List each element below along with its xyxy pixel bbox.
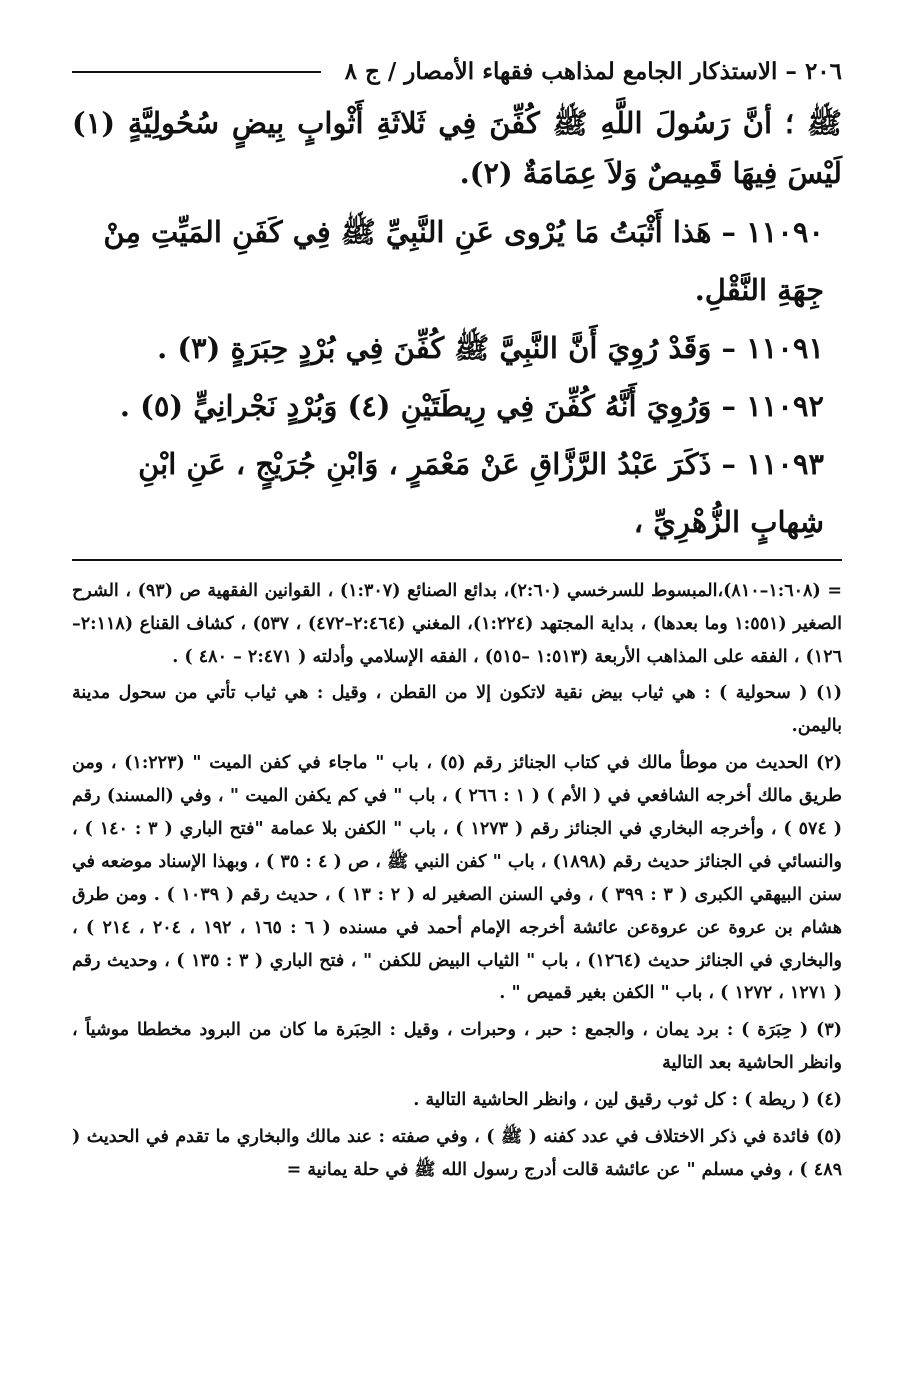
footnote-3: (٣) ( حِبَرَة ) : برد يمان ، والجمع : حبر ، وحبرات ، وقيل : الحِبَرة ما كان من البرود مخططا موشياً ، وانظر الحاشية بعد التالية — [72, 1020, 842, 1074]
footnote-4: (٤) ( ريطة ) : كل ثوب رقيق لين ، وانظر الحاشية التالية . — [413, 1090, 842, 1111]
footnote-5: (٥) فائدة في ذكر الاختلاف في عدد كفنه ( ﷺ ) ، وفي صفته : عند مالك والبخاري ما تقدم في الحديث ( ٤٨٩ ) ، وفي مسلم " عن عائشة قالت أدرج رسول الله ﷺ في حلة يمانية = — [72, 1127, 842, 1180]
header-rule — [72, 71, 321, 73]
footnote-1: (١) ( سحولية ) : هي ثياب بيض نقية لاتكون إلا من القطن ، وقيل : هي ثياب تأتي من سحول مدينة باليمن. — [72, 683, 842, 737]
numbered-paragraph-11091: ١١٠٩١ – وَقَدْ رُوِيَ أَنَّ النَّبِيَّ ﷺ كُفِّنَ فِي بُرْدٍ حِبَرَةٍ (٣) . — [157, 330, 824, 365]
footnote-separator — [72, 559, 842, 561]
running-header — [72, 58, 842, 85]
numbered-paragraph-11092: ١١٠٩٢ – وَرُوِيَ أَنَّهُ كُفِّنَ فِي رِيطَتَيْنِ (٤) وَبُرْدٍ نَجْرانِيٍّ (٥) . — [119, 388, 824, 423]
footnote-2: (٢) الحديث من موطأ مالك في كتاب الجنائز رقم (٥) ، باب " ماجاء في كفن الميت " (١:٢٢٣) ، ومن طريق مالك أخرجه الشافعي في ( الأم ) ( ١ : ٢٦٦ ) ، باب " في كم يكفن الميت " ، وفي (المسند) رقم ( ٥٧٤ ) ، وأخرجه البخاري في الجنائز رقم ( ١٢٧٣ ) ، باب " الكفن بلا عمامة "فتح الباري ( ٣ : ١٤٠ ) ، والنسائي في الجنائز حديث رقم (١٨٩٨) ، باب " كفن النبي ﷺ ، ص ( ٤ : ٣٥ ) ، وبهذا الإسناد موضعه في سنن البيهقي الكبرى ( ٣ : ٣٩٩ ) ، وفي السنن الصغير له ( ٢ : ١٣ ) ، حديث رقم ( ١٠٣٩ ) . ومن طرق هشام بن عروة عن عروةعن عائشة أخرجه الإمام أحمد في مسنده ( ٦ : ١٦٥ ، ١٩٢ ، ٢٠٤ ، ٢١٤ ) ، والبخاري في الجنائز حديث (١٢٦٤) ، باب " الثياب البيض للكفن " ، فتح الباري ( ٣ : ١٣٥ ) ، وحديث رقم ( ١٢٧١ ، ١٢٧٢ ) ، باب " الكفن بغير قميص " . — [72, 753, 842, 1004]
running-title: ٢٠٦ – الاستذكار الجامع لمذاهب فقهاء الأمصار / ج ٨ — [344, 58, 842, 85]
footnotes — [72, 575, 842, 1187]
opening-text: ﷺ ؛ أنَّ رَسُولَ اللَّهِ ﷺ كُفِّنَ فِي ثَلاثَةِ أَثْوابٍ بِيضٍ سُحُولِيَّةٍ (١) لَيْسَ فِيهَا قَمِيصٌ وَلاَ عِمَامَةٌ (٢). — [72, 106, 842, 190]
numbered-paragraph-11090: ١١٠٩٠ – هَذا أَثْبَتُ مَا يُرْوى عَنِ النَّبِيِّ ﷺ فِي كَفَنِ المَيِّتِ مِنْ جِهَةِ النَّقْلِ. — [103, 214, 824, 307]
numbered-paragraph-11093: ١١٠٩٣ – ذَكَرَ عَبْدُ الرَّزَّاقِ عَنْ مَعْمَرٍ ، وَابْنِ جُرَيْجٍ ، عَنِ ابْنِ شِهابٍ الزُّهْرِيِّ ، — [138, 446, 824, 539]
footnote-continued: = (١:٦٠٨–٨١٠)،المبسوط للسرخسي (٢:٦٠)، بدائع الصنائع (١:٣٠٧) ، القوانين الفقهية ص (٩٣) ، الشرح الصغير (١:٥٥١ وما بعدها) ، بداية المجتهد (١:٢٢٤)، المغني (٢:٤٦٤–٤٧٢) ، ٥٣٧) ، كشاف القناع (٢:١١٨–١٢٦) ، الفقه على المذاهب الأربعة (١:٥١٣ –٥١٥) ، الفقه الإسلامي وأدلته ( ٢:٤٧١ – ٤٨٠ ) . — [72, 580, 843, 667]
